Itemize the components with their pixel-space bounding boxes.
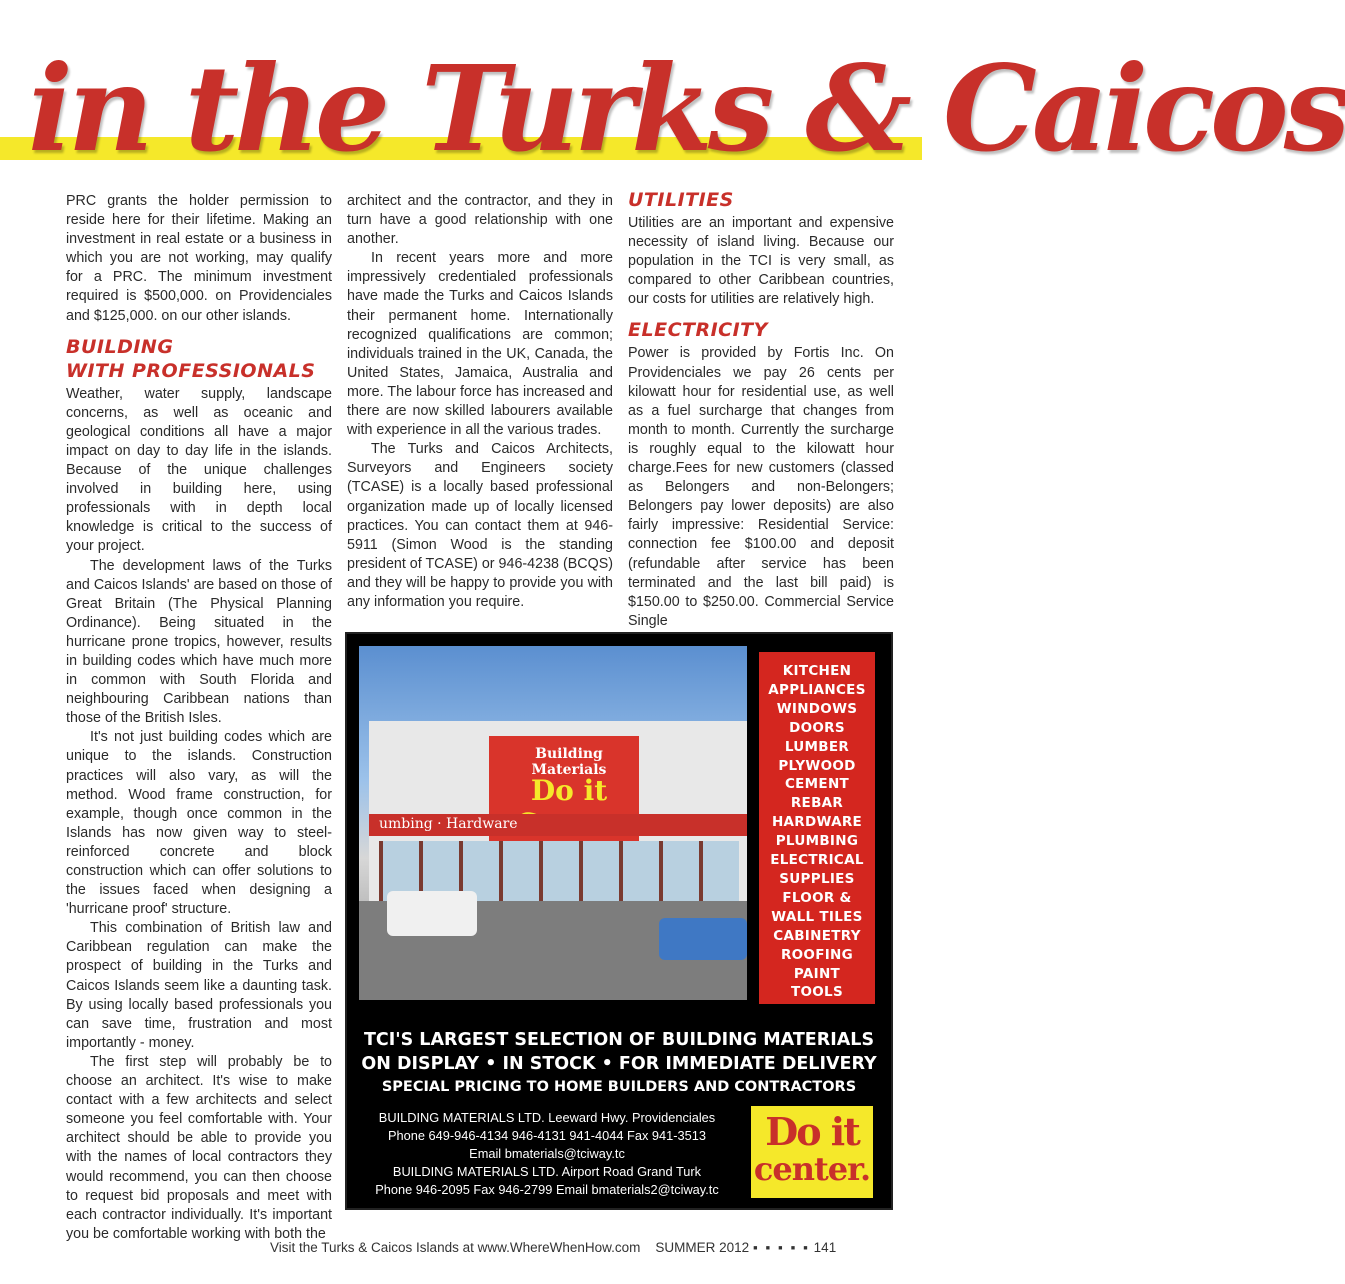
product-item: REBAR	[790, 795, 844, 812]
product-item: PLUMBING	[775, 833, 859, 850]
product-item: ELECTRICAL	[770, 852, 864, 869]
product-item: PAINT	[793, 965, 841, 982]
logo-text: center.	[753, 1150, 871, 1188]
paragraph: Power is provided by Fortis Inc. On Providenciales we pay 26 cents per kilowatt hour for residential use, as well as a fuel surcharge that changes from month to month. Currently the surcharge is roughly equal to the kilowatt hour charge.Fees for new customers (classed as Belongers and non-Belongers; Belongers pay lower deposits) are also fairly impressive: Residential Service: connection fee $100.00 and deposit (refundable after service has been terminated and the last bill paid) is $150.00 to $250.00. Commercial Service Single	[628, 345, 894, 629]
do-it-center-logo	[751, 1106, 873, 1198]
footer-separator: ▪ ▪ ▪ ▪ ▪	[752, 1240, 810, 1255]
paragraph: In recent years more and more impressively credentialed professionals have made the Turks and Caicos Islands their permanent home. Internationally recognized qualifications are common; individuals trained in the UK, Canada, the United States, Jamaica, Australia and more. The labour force has increased and there are now skilled labourers available with experience in all the various trades.	[347, 250, 613, 439]
product-item: CEMENT	[784, 776, 850, 793]
product-item: WINDOWS	[776, 700, 858, 717]
product-list	[759, 652, 875, 1002]
paragraph: It's not just building codes which are unique to the islands. Construction practices will also vary, as will the method. Wood frame construction, for example, though once common in the Islands has now given way to steel-reinforced concrete and block construction which can offer solutions to the issues faced when designing a 'hurricane proof' structure.	[66, 729, 332, 918]
ad-tagline: TCI'S LARGEST SELECTION OF BUILDING MATERIALS	[363, 1030, 875, 1050]
contact-line: BUILDING MATERIALS LTD. Airport Road Grand Turk	[392, 1164, 702, 1179]
product-item: DOORS	[789, 719, 845, 736]
page-number: 141	[813, 1240, 837, 1255]
section-heading-building	[66, 335, 332, 383]
product-item: CABINETRY	[773, 927, 861, 944]
building-materials-advertisement	[345, 632, 893, 1210]
footer-issue: SUMMER 2012	[655, 1240, 750, 1255]
paragraph: architect and the contractor, and they in turn have a good relationship with one another.	[347, 193, 613, 248]
paragraph: The development laws of the Turks and Caicos Islands' are based on those of Great Britain (The Physical Planning Ordinance). Being situated in the hurricane prone tropics, however, results in building codes which have much more in common with South Florida and neighbouring Caribbean nations than those of the British Isles.	[66, 557, 332, 727]
heading-line: BUILDING	[66, 335, 174, 358]
heading-line: WITH PROFESSIONALS	[66, 359, 316, 382]
contact-line: BUILDING MATERIALS LTD. Leeward Hwy. Providenciales	[378, 1110, 716, 1125]
paragraph: This combination of British law and Caribbean regulation can make the prospect of building in the Turks and Caicos Islands seem like a daunting task. By using locally based professionals you can save time, frustration and most importantly - money.	[66, 920, 332, 1051]
product-item: KITCHEN	[782, 663, 852, 679]
paragraph: Weather, water supply, landscape concerns, as well as oceanic and geological conditions all have a major impact on day to day life in the islands. Because of the unique challenges involved in building here, using professionals with in depth local knowledge is critical to the success of your project.	[66, 385, 332, 555]
contact-line: Phone 946-2095 Fax 946-2799 Email bmaterials2@tciway.tc	[375, 1182, 719, 1197]
white-truck	[387, 891, 477, 936]
product-item: LUMBER	[784, 738, 850, 755]
ad-tagline: ON DISPLAY • IN STOCK • FOR IMMEDIATE DELIVERY	[361, 1054, 877, 1074]
footer-text: Visit the Turks & Caicos Islands at www.WhereWhenHow.com	[270, 1240, 641, 1255]
product-list-box	[759, 652, 875, 1004]
paragraph: The first step will probably be to choose an architect. It's wise to make contact with a few architects and select someone you feel comfortable with. Your architect should be able to provide you with the names of local contractors they would recommend, you can then choose to request bid proposals and meet with each contractor individually. It's important you be comfortable working with both the	[66, 1053, 332, 1242]
paragraph: The Turks and Caicos Architects, Surveyors and Engineers society (TCASE) is a locally based professional organization made up of locally licensed practices. You can contact them at 946-5911 (Simon Wood is the standing president of TCASE) or 946-4238 (BCQS) and they will be happy to provide you with any information you require.	[347, 441, 613, 610]
section-heading-electricity: ELECTRICITY	[628, 319, 768, 342]
product-item: APPLIANCES	[768, 681, 866, 698]
contact-line: Email bmaterials@tciway.tc	[469, 1146, 625, 1161]
product-item: TOOLS	[791, 984, 843, 1001]
article-column-3	[628, 188, 894, 631]
product-item: PLYWOOD	[778, 757, 856, 774]
product-item: SUPPLIES	[779, 870, 855, 887]
product-item: FLOOR &	[782, 889, 852, 906]
store-stripe-text: umbing · Hardware	[379, 816, 518, 832]
store-photo	[359, 646, 747, 1000]
article-column-2	[347, 192, 613, 612]
page-title: in the Turks & Caicos	[28, 39, 1345, 178]
store-sign-top: Building Materials	[531, 746, 607, 778]
page-footer	[270, 1240, 900, 1255]
blue-truck	[659, 918, 747, 960]
logo-text: Do it	[765, 1109, 859, 1154]
contact-line: Phone 649-946-4134 946-4131 941-4044 Fax 941-3513	[387, 1128, 707, 1143]
store-sign-main: Do it	[530, 774, 608, 807]
product-item: HARDWARE	[771, 814, 863, 831]
paragraph: Utilities are an important and expensive necessity of island living. Because our population in the TCI is very small, as compared to other Caribbean countries, our costs for utilities are relatively high.	[628, 215, 894, 308]
product-item: ROOFING	[780, 946, 854, 963]
paragraph: PRC grants the holder permission to reside here for their lifetime. Making an investment in real estate or a business in which you are not working, may qualify for a PRC. The minimum investment required is $500,000. on Providenciales and $125,000. on our other islands.	[66, 193, 332, 324]
ad-tagline: SPECIAL PRICING TO HOME BUILDERS AND CONTRACTORS	[381, 1079, 857, 1095]
article-column-1	[66, 192, 332, 1244]
section-heading-utilities: UTILITIES	[628, 189, 734, 211]
product-item: WALL TILES	[771, 908, 863, 925]
